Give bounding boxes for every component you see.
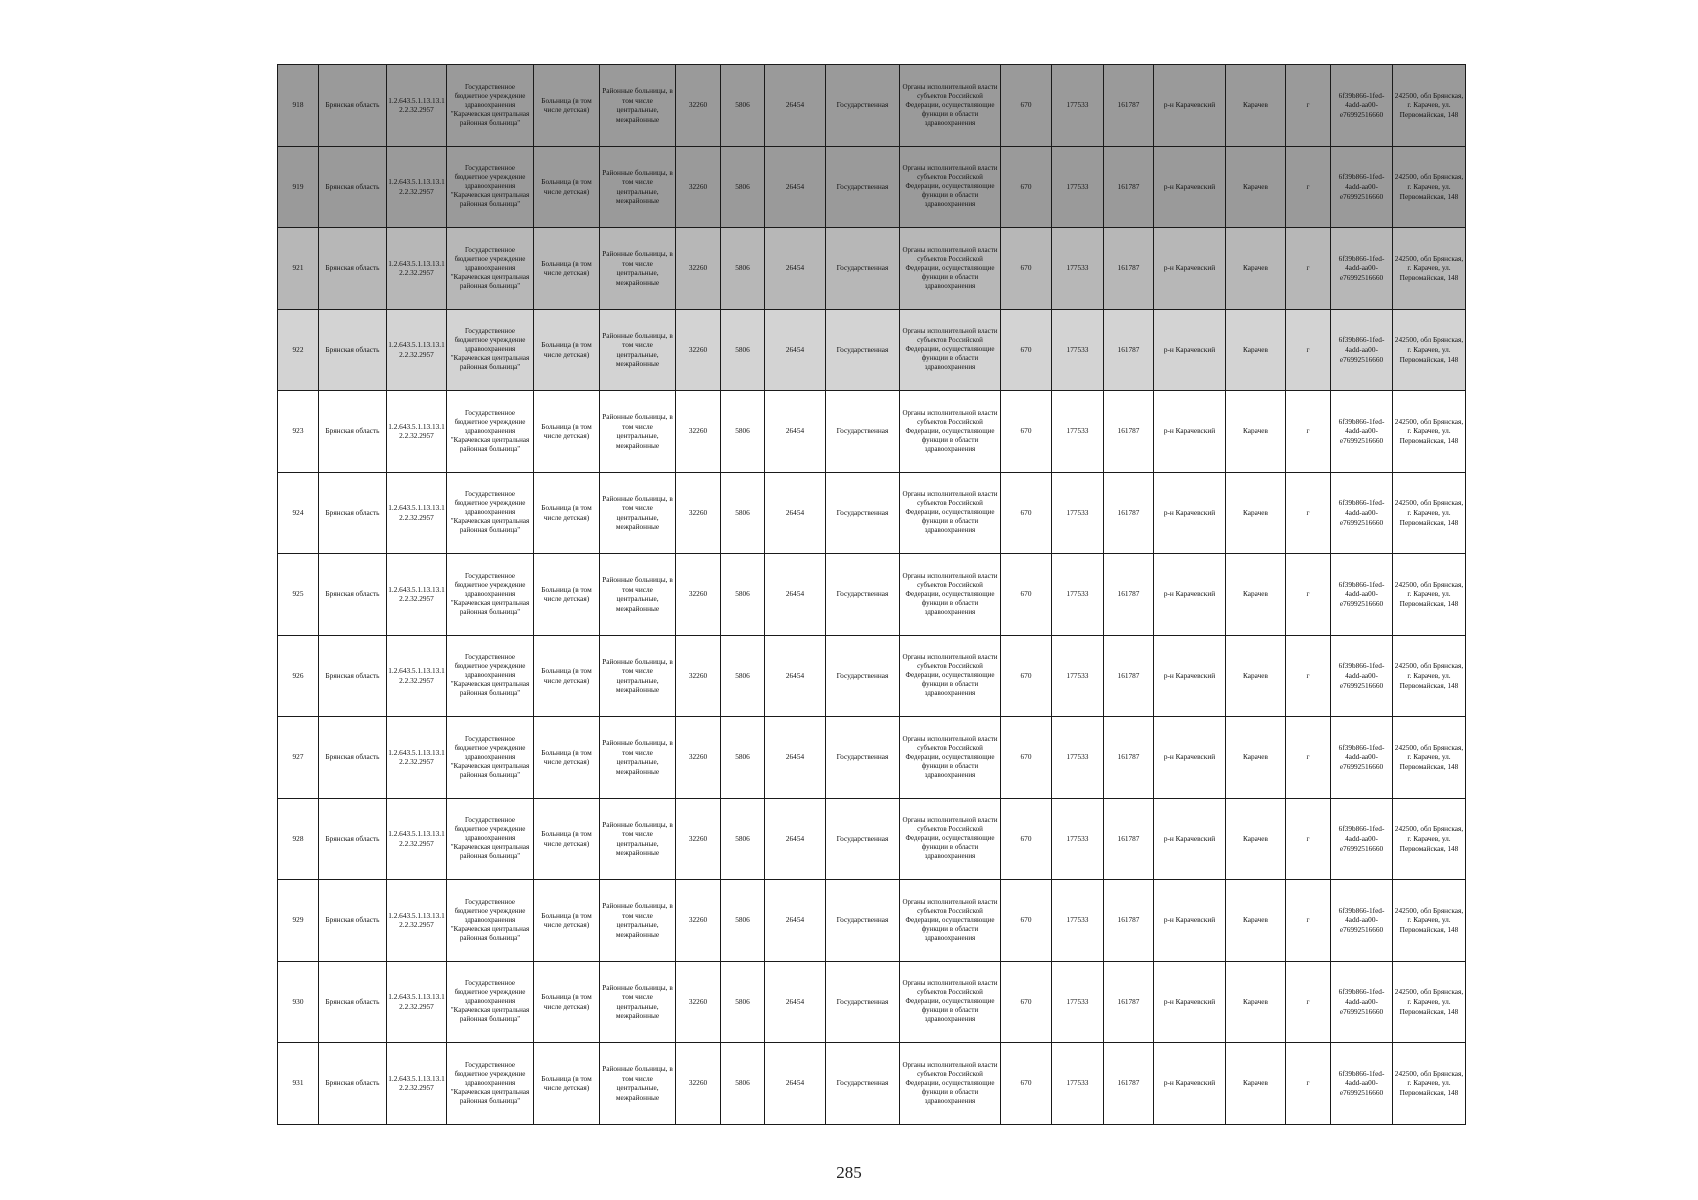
value-2-cell: 5806 <box>721 472 765 554</box>
facility-type-cell: Больница (в том числе детская) <box>534 717 600 799</box>
oid-code-cell: 1.2.643.5.1.13.13.12.2.32.2957 <box>387 635 447 717</box>
organization-name-cell: Государственное бюджетное учреждение здравоохранения "Карачевская центральная районная больница" <box>447 65 534 147</box>
value-5-cell: 177533 <box>1052 635 1104 717</box>
table-row <box>278 717 1466 799</box>
address-cell: 242500, обл Брянская, г. Карачев, ул. Первомайская, 148 <box>1393 228 1466 310</box>
authority-cell: Органы исполнительной власти субъектов Российской Федерации, осуществляющие функции в области здравоохранения <box>900 880 1001 962</box>
row-number-cell: 923 <box>278 391 319 473</box>
guid-cell: 6f39b866-1fed-4add-aa00-e76992516660 <box>1331 798 1393 880</box>
ownership-cell: Государственная <box>826 961 900 1043</box>
oid-code-cell: 1.2.643.5.1.13.13.12.2.32.2957 <box>387 798 447 880</box>
address-cell: 242500, обл Брянская, г. Карачев, ул. Первомайская, 148 <box>1393 146 1466 228</box>
organization-name-cell: Государственное бюджетное учреждение здравоохранения "Карачевская центральная районная больница" <box>447 391 534 473</box>
address-cell: 242500, обл Брянская, г. Карачев, ул. Первомайская, 148 <box>1393 880 1466 962</box>
value-2-cell: 5806 <box>721 228 765 310</box>
city-cell: Карачев <box>1226 880 1286 962</box>
value-1-cell: 32260 <box>676 961 721 1043</box>
row-number-cell: 930 <box>278 961 319 1043</box>
city-cell: Карачев <box>1226 228 1286 310</box>
row-number-cell: 926 <box>278 635 319 717</box>
settlement-type-cell: г <box>1286 391 1331 473</box>
guid-cell: 6f39b866-1fed-4add-aa00-e76992516660 <box>1331 65 1393 147</box>
table-row <box>278 65 1466 147</box>
value-1-cell: 32260 <box>676 309 721 391</box>
value-4-cell: 670 <box>1001 309 1052 391</box>
value-6-cell: 161787 <box>1104 1043 1154 1125</box>
city-cell: Карачев <box>1226 146 1286 228</box>
authority-cell: Органы исполнительной власти субъектов Российской Федерации, осуществляющие функции в области здравоохранения <box>900 472 1001 554</box>
value-3-cell: 26454 <box>765 635 826 717</box>
value-5-cell: 177533 <box>1052 880 1104 962</box>
organization-name-cell: Государственное бюджетное учреждение здравоохранения "Карачевская центральная районная больница" <box>447 1043 534 1125</box>
guid-cell: 6f39b866-1fed-4add-aa00-e76992516660 <box>1331 717 1393 799</box>
value-1-cell: 32260 <box>676 1043 721 1125</box>
row-number-cell: 925 <box>278 554 319 636</box>
document-page <box>277 64 1465 1125</box>
ownership-cell: Государственная <box>826 472 900 554</box>
value-5-cell: 177533 <box>1052 472 1104 554</box>
table-row <box>278 391 1466 473</box>
value-4-cell: 670 <box>1001 717 1052 799</box>
ownership-cell: Государственная <box>826 880 900 962</box>
value-5-cell: 177533 <box>1052 961 1104 1043</box>
region-cell: Брянская область <box>319 635 387 717</box>
oid-code-cell: 1.2.643.5.1.13.13.12.2.32.2957 <box>387 228 447 310</box>
table-row <box>278 635 1466 717</box>
address-cell: 242500, обл Брянская, г. Карачев, ул. Первомайская, 148 <box>1393 1043 1466 1125</box>
region-cell: Брянская область <box>319 228 387 310</box>
value-5-cell: 177533 <box>1052 228 1104 310</box>
value-5-cell: 177533 <box>1052 65 1104 147</box>
value-3-cell: 26454 <box>765 472 826 554</box>
authority-cell: Органы исполнительной власти субъектов Российской Федерации, осуществляющие функции в области здравоохранения <box>900 798 1001 880</box>
facilities-table <box>277 64 1466 1125</box>
organization-name-cell: Государственное бюджетное учреждение здравоохранения "Карачевская центральная районная больница" <box>447 961 534 1043</box>
organization-name-cell: Государственное бюджетное учреждение здравоохранения "Карачевская центральная районная больница" <box>447 228 534 310</box>
value-1-cell: 32260 <box>676 717 721 799</box>
facility-subtype-cell: Районные больницы, в том числе центральные, межрайонные <box>600 309 676 391</box>
district-cell: р-н Карачевский <box>1154 228 1226 310</box>
value-4-cell: 670 <box>1001 798 1052 880</box>
settlement-type-cell: г <box>1286 635 1331 717</box>
oid-code-cell: 1.2.643.5.1.13.13.12.2.32.2957 <box>387 309 447 391</box>
row-number-cell: 922 <box>278 309 319 391</box>
value-5-cell: 177533 <box>1052 309 1104 391</box>
value-3-cell: 26454 <box>765 228 826 310</box>
value-2-cell: 5806 <box>721 880 765 962</box>
facility-subtype-cell: Районные больницы, в том числе центральные, межрайонные <box>600 717 676 799</box>
region-cell: Брянская область <box>319 146 387 228</box>
city-cell: Карачев <box>1226 391 1286 473</box>
value-6-cell: 161787 <box>1104 554 1154 636</box>
guid-cell: 6f39b866-1fed-4add-aa00-e76992516660 <box>1331 146 1393 228</box>
value-2-cell: 5806 <box>721 554 765 636</box>
facility-type-cell: Больница (в том числе детская) <box>534 798 600 880</box>
value-5-cell: 177533 <box>1052 554 1104 636</box>
guid-cell: 6f39b866-1fed-4add-aa00-e76992516660 <box>1331 961 1393 1043</box>
value-3-cell: 26454 <box>765 309 826 391</box>
facility-subtype-cell: Районные больницы, в том числе центральные, межрайонные <box>600 228 676 310</box>
page-number: 285 <box>836 1163 862 1182</box>
region-cell: Брянская область <box>319 717 387 799</box>
settlement-type-cell: г <box>1286 146 1331 228</box>
value-5-cell: 177533 <box>1052 1043 1104 1125</box>
value-4-cell: 670 <box>1001 554 1052 636</box>
value-2-cell: 5806 <box>721 65 765 147</box>
address-cell: 242500, обл Брянская, г. Карачев, ул. Первомайская, 148 <box>1393 391 1466 473</box>
value-6-cell: 161787 <box>1104 635 1154 717</box>
region-cell: Брянская область <box>319 472 387 554</box>
region-cell: Брянская область <box>319 880 387 962</box>
region-cell: Брянская область <box>319 391 387 473</box>
oid-code-cell: 1.2.643.5.1.13.13.12.2.32.2957 <box>387 391 447 473</box>
district-cell: р-н Карачевский <box>1154 65 1226 147</box>
ownership-cell: Государственная <box>826 1043 900 1125</box>
ownership-cell: Государственная <box>826 717 900 799</box>
district-cell: р-н Карачевский <box>1154 880 1226 962</box>
region-cell: Брянская область <box>319 1043 387 1125</box>
value-4-cell: 670 <box>1001 961 1052 1043</box>
facility-type-cell: Больница (в том числе детская) <box>534 472 600 554</box>
guid-cell: 6f39b866-1fed-4add-aa00-e76992516660 <box>1331 1043 1393 1125</box>
settlement-type-cell: г <box>1286 717 1331 799</box>
value-1-cell: 32260 <box>676 472 721 554</box>
value-2-cell: 5806 <box>721 391 765 473</box>
ownership-cell: Государственная <box>826 635 900 717</box>
row-number-cell: 929 <box>278 880 319 962</box>
value-4-cell: 670 <box>1001 391 1052 473</box>
district-cell: р-н Карачевский <box>1154 146 1226 228</box>
district-cell: р-н Карачевский <box>1154 635 1226 717</box>
facility-subtype-cell: Районные больницы, в том числе центральные, межрайонные <box>600 65 676 147</box>
table-row <box>278 1043 1466 1125</box>
address-cell: 242500, обл Брянская, г. Карачев, ул. Первомайская, 148 <box>1393 554 1466 636</box>
value-4-cell: 670 <box>1001 146 1052 228</box>
city-cell: Карачев <box>1226 309 1286 391</box>
city-cell: Карачев <box>1226 65 1286 147</box>
table-row <box>278 146 1466 228</box>
authority-cell: Органы исполнительной власти субъектов Российской Федерации, осуществляющие функции в области здравоохранения <box>900 65 1001 147</box>
facility-type-cell: Больница (в том числе детская) <box>534 391 600 473</box>
authority-cell: Органы исполнительной власти субъектов Российской Федерации, осуществляющие функции в области здравоохранения <box>900 146 1001 228</box>
organization-name-cell: Государственное бюджетное учреждение здравоохранения "Карачевская центральная районная больница" <box>447 146 534 228</box>
ownership-cell: Государственная <box>826 65 900 147</box>
oid-code-cell: 1.2.643.5.1.13.13.12.2.32.2957 <box>387 472 447 554</box>
organization-name-cell: Государственное бюджетное учреждение здравоохранения "Карачевская центральная районная больница" <box>447 798 534 880</box>
authority-cell: Органы исполнительной власти субъектов Российской Федерации, осуществляющие функции в области здравоохранения <box>900 635 1001 717</box>
region-cell: Брянская область <box>319 961 387 1043</box>
facility-subtype-cell: Районные больницы, в том числе центральные, межрайонные <box>600 554 676 636</box>
row-number-cell: 921 <box>278 228 319 310</box>
guid-cell: 6f39b866-1fed-4add-aa00-e76992516660 <box>1331 472 1393 554</box>
district-cell: р-н Карачевский <box>1154 472 1226 554</box>
table-row <box>278 961 1466 1043</box>
value-3-cell: 26454 <box>765 391 826 473</box>
value-6-cell: 161787 <box>1104 798 1154 880</box>
value-1-cell: 32260 <box>676 798 721 880</box>
value-6-cell: 161787 <box>1104 228 1154 310</box>
city-cell: Карачев <box>1226 798 1286 880</box>
table-row <box>278 798 1466 880</box>
value-2-cell: 5806 <box>721 146 765 228</box>
authority-cell: Органы исполнительной власти субъектов Российской Федерации, осуществляющие функции в области здравоохранения <box>900 1043 1001 1125</box>
facility-type-cell: Больница (в том числе детская) <box>534 554 600 636</box>
row-number-cell: 931 <box>278 1043 319 1125</box>
table-row <box>278 309 1466 391</box>
district-cell: р-н Карачевский <box>1154 309 1226 391</box>
row-number-cell: 918 <box>278 65 319 147</box>
district-cell: р-н Карачевский <box>1154 1043 1226 1125</box>
facility-subtype-cell: Районные больницы, в том числе центральные, межрайонные <box>600 635 676 717</box>
authority-cell: Органы исполнительной власти субъектов Российской Федерации, осуществляющие функции в области здравоохранения <box>900 309 1001 391</box>
value-6-cell: 161787 <box>1104 880 1154 962</box>
address-cell: 242500, обл Брянская, г. Карачев, ул. Первомайская, 148 <box>1393 309 1466 391</box>
value-2-cell: 5806 <box>721 635 765 717</box>
oid-code-cell: 1.2.643.5.1.13.13.12.2.32.2957 <box>387 880 447 962</box>
value-3-cell: 26454 <box>765 880 826 962</box>
settlement-type-cell: г <box>1286 880 1331 962</box>
value-6-cell: 161787 <box>1104 472 1154 554</box>
table-row <box>278 228 1466 310</box>
authority-cell: Органы исполнительной власти субъектов Российской Федерации, осуществляющие функции в области здравоохранения <box>900 391 1001 473</box>
value-4-cell: 670 <box>1001 880 1052 962</box>
facility-subtype-cell: Районные больницы, в том числе центральные, межрайонные <box>600 880 676 962</box>
facility-type-cell: Больница (в том числе детская) <box>534 228 600 310</box>
ownership-cell: Государственная <box>826 309 900 391</box>
row-number-cell: 928 <box>278 798 319 880</box>
facility-type-cell: Больница (в том числе детская) <box>534 635 600 717</box>
table-row <box>278 880 1466 962</box>
ownership-cell: Государственная <box>826 146 900 228</box>
value-6-cell: 161787 <box>1104 391 1154 473</box>
facility-type-cell: Больница (в том числе детская) <box>534 961 600 1043</box>
oid-code-cell: 1.2.643.5.1.13.13.12.2.32.2957 <box>387 717 447 799</box>
city-cell: Карачев <box>1226 472 1286 554</box>
facility-subtype-cell: Районные больницы, в том числе центральные, межрайонные <box>600 1043 676 1125</box>
value-5-cell: 177533 <box>1052 391 1104 473</box>
region-cell: Брянская область <box>319 554 387 636</box>
value-3-cell: 26454 <box>765 554 826 636</box>
value-3-cell: 26454 <box>765 798 826 880</box>
value-4-cell: 670 <box>1001 472 1052 554</box>
oid-code-cell: 1.2.643.5.1.13.13.12.2.32.2957 <box>387 146 447 228</box>
settlement-type-cell: г <box>1286 798 1331 880</box>
value-6-cell: 161787 <box>1104 65 1154 147</box>
value-4-cell: 670 <box>1001 228 1052 310</box>
oid-code-cell: 1.2.643.5.1.13.13.12.2.32.2957 <box>387 1043 447 1125</box>
authority-cell: Органы исполнительной власти субъектов Российской Федерации, осуществляющие функции в области здравоохранения <box>900 228 1001 310</box>
facility-subtype-cell: Районные больницы, в том числе центральные, межрайонные <box>600 472 676 554</box>
value-6-cell: 161787 <box>1104 961 1154 1043</box>
facility-subtype-cell: Районные больницы, в том числе центральные, межрайонные <box>600 798 676 880</box>
facility-subtype-cell: Районные больницы, в том числе центральные, межрайонные <box>600 391 676 473</box>
value-1-cell: 32260 <box>676 65 721 147</box>
guid-cell: 6f39b866-1fed-4add-aa00-e76992516660 <box>1331 391 1393 473</box>
guid-cell: 6f39b866-1fed-4add-aa00-e76992516660 <box>1331 228 1393 310</box>
facility-type-cell: Больница (в том числе детская) <box>534 880 600 962</box>
address-cell: 242500, обл Брянская, г. Карачев, ул. Первомайская, 148 <box>1393 717 1466 799</box>
value-2-cell: 5806 <box>721 961 765 1043</box>
city-cell: Карачев <box>1226 554 1286 636</box>
table-body <box>278 65 1466 1125</box>
value-4-cell: 670 <box>1001 1043 1052 1125</box>
value-1-cell: 32260 <box>676 880 721 962</box>
value-1-cell: 32260 <box>676 146 721 228</box>
facility-type-cell: Больница (в том числе детская) <box>534 146 600 228</box>
row-number-cell: 927 <box>278 717 319 799</box>
guid-cell: 6f39b866-1fed-4add-aa00-e76992516660 <box>1331 309 1393 391</box>
address-cell: 242500, обл Брянская, г. Карачев, ул. Первомайская, 148 <box>1393 798 1466 880</box>
organization-name-cell: Государственное бюджетное учреждение здравоохранения "Карачевская центральная районная больница" <box>447 554 534 636</box>
city-cell: Карачев <box>1226 961 1286 1043</box>
guid-cell: 6f39b866-1fed-4add-aa00-e76992516660 <box>1331 554 1393 636</box>
value-1-cell: 32260 <box>676 635 721 717</box>
guid-cell: 6f39b866-1fed-4add-aa00-e76992516660 <box>1331 880 1393 962</box>
city-cell: Карачев <box>1226 635 1286 717</box>
ownership-cell: Государственная <box>826 798 900 880</box>
value-2-cell: 5806 <box>721 798 765 880</box>
value-3-cell: 26454 <box>765 1043 826 1125</box>
district-cell: р-н Карачевский <box>1154 554 1226 636</box>
settlement-type-cell: г <box>1286 472 1331 554</box>
value-5-cell: 177533 <box>1052 146 1104 228</box>
value-2-cell: 5806 <box>721 717 765 799</box>
settlement-type-cell: г <box>1286 228 1331 310</box>
authority-cell: Органы исполнительной власти субъектов Российской Федерации, осуществляющие функции в области здравоохранения <box>900 554 1001 636</box>
region-cell: Брянская область <box>319 309 387 391</box>
district-cell: р-н Карачевский <box>1154 961 1226 1043</box>
settlement-type-cell: г <box>1286 65 1331 147</box>
region-cell: Брянская область <box>319 798 387 880</box>
value-6-cell: 161787 <box>1104 309 1154 391</box>
value-5-cell: 177533 <box>1052 798 1104 880</box>
region-cell: Брянская область <box>319 65 387 147</box>
value-1-cell: 32260 <box>676 228 721 310</box>
oid-code-cell: 1.2.643.5.1.13.13.12.2.32.2957 <box>387 961 447 1043</box>
authority-cell: Органы исполнительной власти субъектов Российской Федерации, осуществляющие функции в области здравоохранения <box>900 717 1001 799</box>
organization-name-cell: Государственное бюджетное учреждение здравоохранения "Карачевская центральная районная больница" <box>447 309 534 391</box>
address-cell: 242500, обл Брянская, г. Карачев, ул. Первомайская, 148 <box>1393 472 1466 554</box>
facility-type-cell: Больница (в том числе детская) <box>534 1043 600 1125</box>
value-2-cell: 5806 <box>721 309 765 391</box>
ownership-cell: Государственная <box>826 391 900 473</box>
facility-subtype-cell: Районные больницы, в том числе центральные, межрайонные <box>600 961 676 1043</box>
table-row <box>278 472 1466 554</box>
value-6-cell: 161787 <box>1104 717 1154 799</box>
value-1-cell: 32260 <box>676 554 721 636</box>
value-3-cell: 26454 <box>765 717 826 799</box>
value-3-cell: 26454 <box>765 146 826 228</box>
address-cell: 242500, обл Брянская, г. Карачев, ул. Первомайская, 148 <box>1393 635 1466 717</box>
value-4-cell: 670 <box>1001 65 1052 147</box>
facility-type-cell: Больница (в том числе детская) <box>534 309 600 391</box>
organization-name-cell: Государственное бюджетное учреждение здравоохранения "Карачевская центральная районная больница" <box>447 635 534 717</box>
city-cell: Карачев <box>1226 717 1286 799</box>
facility-type-cell: Больница (в том числе детская) <box>534 65 600 147</box>
oid-code-cell: 1.2.643.5.1.13.13.12.2.32.2957 <box>387 554 447 636</box>
organization-name-cell: Государственное бюджетное учреждение здравоохранения "Карачевская центральная районная больница" <box>447 880 534 962</box>
organization-name-cell: Государственное бюджетное учреждение здравоохранения "Карачевская центральная районная больница" <box>447 472 534 554</box>
row-number-cell: 924 <box>278 472 319 554</box>
value-1-cell: 32260 <box>676 391 721 473</box>
value-5-cell: 177533 <box>1052 717 1104 799</box>
organization-name-cell: Государственное бюджетное учреждение здравоохранения "Карачевская центральная районная больница" <box>447 717 534 799</box>
address-cell: 242500, обл Брянская, г. Карачев, ул. Первомайская, 148 <box>1393 961 1466 1043</box>
district-cell: р-н Карачевский <box>1154 391 1226 473</box>
value-4-cell: 670 <box>1001 635 1052 717</box>
oid-code-cell: 1.2.643.5.1.13.13.12.2.32.2957 <box>387 65 447 147</box>
address-cell: 242500, обл Брянская, г. Карачев, ул. Первомайская, 148 <box>1393 65 1466 147</box>
ownership-cell: Государственная <box>826 554 900 636</box>
district-cell: р-н Карачевский <box>1154 798 1226 880</box>
facility-subtype-cell: Районные больницы, в том числе центральные, межрайонные <box>600 146 676 228</box>
table-row <box>278 554 1466 636</box>
settlement-type-cell: г <box>1286 554 1331 636</box>
value-2-cell: 5806 <box>721 1043 765 1125</box>
settlement-type-cell: г <box>1286 1043 1331 1125</box>
value-3-cell: 26454 <box>765 961 826 1043</box>
value-6-cell: 161787 <box>1104 146 1154 228</box>
settlement-type-cell: г <box>1286 309 1331 391</box>
guid-cell: 6f39b866-1fed-4add-aa00-e76992516660 <box>1331 635 1393 717</box>
settlement-type-cell: г <box>1286 961 1331 1043</box>
district-cell: р-н Карачевский <box>1154 717 1226 799</box>
ownership-cell: Государственная <box>826 228 900 310</box>
row-number-cell: 919 <box>278 146 319 228</box>
value-3-cell: 26454 <box>765 65 826 147</box>
city-cell: Карачев <box>1226 1043 1286 1125</box>
authority-cell: Органы исполнительной власти субъектов Российской Федерации, осуществляющие функции в области здравоохранения <box>900 961 1001 1043</box>
